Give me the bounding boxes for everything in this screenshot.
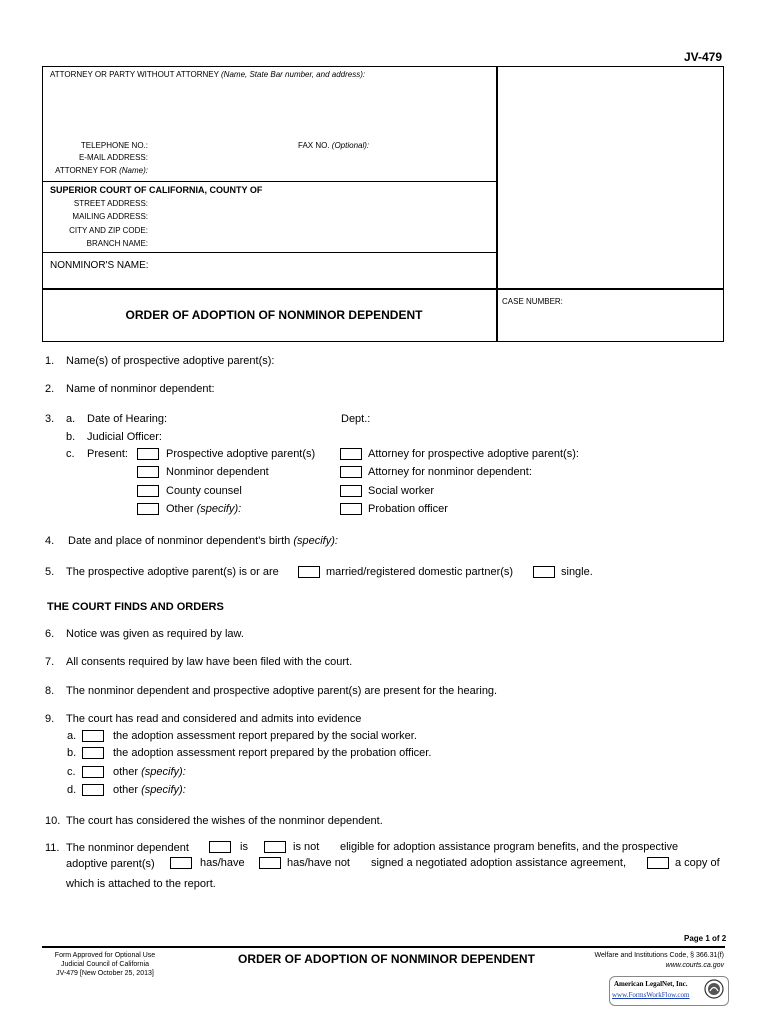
present-social-worker-checkbox[interactable] [340, 485, 362, 497]
item-9-number: 9. [45, 713, 55, 725]
evidence-other-c-label: other (specify): [113, 766, 186, 778]
present-attorney-nonminor-label: Attorney for nonminor dependent: [368, 466, 532, 478]
signed-agreement-text: signed a negotiated adoption assistance agreement, [371, 857, 627, 869]
attorney-label: ATTORNEY OR PARTY WITHOUT ATTORNEY (Name, State Bar number, and address): [50, 70, 366, 79]
present-other-label: Other (specify): [166, 503, 242, 515]
evidence-probation-checkbox[interactable] [82, 747, 104, 759]
evidence-other-d-label: other (specify): [113, 784, 186, 796]
present-probation-officer-checkbox[interactable] [340, 503, 362, 515]
form-title: ORDER OF ADOPTION OF NONMINOR DEPENDENT [125, 308, 423, 322]
footer-rule [42, 946, 725, 948]
adoptive-parents-text: adoptive parent(s) [66, 858, 155, 870]
has-signed-checkbox[interactable] [170, 857, 192, 869]
item-3-number: 3. [45, 413, 55, 425]
is-not-eligible-label: is not [293, 841, 320, 853]
item-9a-letter: a. [67, 730, 77, 742]
court-title: SUPERIOR COURT OF CALIFORNIA, COUNTY OF [50, 185, 263, 195]
item-8-number: 8. [45, 685, 55, 697]
dept-label: Dept.: [341, 413, 371, 425]
present-nonminor-label: Nonminor dependent [166, 466, 269, 478]
header-divider [42, 181, 497, 182]
item-6-text: Notice was given as required by law. [66, 628, 244, 640]
evidence-social-worker-checkbox[interactable] [82, 730, 104, 742]
hearing-date-label: Date of Hearing: [87, 413, 168, 425]
evidence-probation-label: the adoption assessment report prepared by the probation officer. [113, 747, 432, 759]
item-3a-letter: a. [66, 413, 76, 425]
item-2-text: Name of nonminor dependent: [66, 383, 215, 395]
is-eligible-checkbox[interactable] [209, 841, 231, 853]
attached-text: which is attached to the report. [66, 878, 216, 890]
street-label: STREET ADDRESS: [73, 199, 148, 208]
footer-title: ORDER OF ADOPTION OF NONMINOR DEPENDENT [238, 952, 535, 966]
single-checkbox[interactable] [533, 566, 555, 578]
email-label: E-MAIL ADDRESS: [78, 153, 148, 162]
evidence-other-d-checkbox[interactable] [82, 784, 104, 796]
statute-reference: Welfare and Institutions Code, § 366.31(f) [594, 952, 724, 959]
present-county-counsel-checkbox[interactable] [137, 485, 159, 497]
is-not-eligible-checkbox[interactable] [264, 841, 286, 853]
telephone-label: TELEPHONE NO.: [80, 141, 148, 150]
item-10-text: The court has considered the wishes of the nonminor dependent. [66, 815, 383, 827]
city-label: CITY AND ZIP CODE: [69, 226, 148, 235]
copy-attached-checkbox[interactable] [647, 857, 669, 869]
eligible-text: eligible for adoption assistance program benefits, and the prospective [340, 841, 679, 853]
is-eligible-label: is [240, 841, 248, 853]
present-other-checkbox[interactable] [137, 503, 159, 515]
mailing-label: MAILING ADDRESS: [72, 212, 148, 221]
item-11-number: 11. [45, 842, 60, 854]
item-4-number: 4. [45, 535, 55, 547]
item-5-text: The prospective adoptive parent(s) is or are [66, 566, 279, 578]
has-not-signed-checkbox[interactable] [259, 857, 281, 869]
present-social-worker-label: Social worker [368, 485, 435, 497]
header-divider-2 [42, 252, 497, 253]
item-9c-letter: c. [67, 766, 76, 778]
item-3c-letter: c. [66, 448, 75, 460]
present-label: Present: [87, 448, 128, 460]
present-attorney-parents-checkbox[interactable] [340, 448, 362, 460]
header-right-box [496, 66, 724, 290]
has-signed-label: has/have [200, 857, 245, 869]
legalnet-link[interactable]: www.FormsWorkFlow.com [612, 991, 690, 999]
item-6-number: 6. [45, 628, 55, 640]
item-7-number: 7. [45, 656, 55, 668]
findings-heading: THE COURT FINDS AND ORDERS [47, 601, 224, 613]
single-label: single. [561, 566, 593, 578]
item-10-number: 10. [45, 815, 61, 827]
legalnet-seal-icon [704, 979, 724, 999]
present-attorney-nonminor-checkbox[interactable] [340, 466, 362, 478]
attorney-for-label: ATTORNEY FOR (Name): [55, 166, 148, 175]
page-number: Page 1 of 2 [684, 934, 727, 943]
present-probation-officer-label: Probation officer [368, 503, 448, 515]
item-11-text: The nonminor dependent [66, 842, 189, 854]
form-approval [40, 951, 170, 978]
judicial-officer-label: Judicial Officer: [87, 431, 162, 443]
married-label: married/registered domestic partner(s) [326, 566, 514, 578]
approval-line-2: Judicial Council of California [61, 961, 149, 968]
item-1-number: 1. [45, 355, 55, 367]
branch-label: BRANCH NAME: [86, 239, 148, 248]
has-not-signed-label: has/have not [287, 857, 350, 869]
present-attorney-parents-label: Attorney for prospective adoptive parent(s): [368, 448, 579, 460]
evidence-social-worker-label: the adoption assessment report prepared by the social worker. [113, 730, 417, 742]
present-prospective-parents-checkbox[interactable] [137, 448, 159, 460]
item-2-number: 2. [45, 383, 55, 395]
legalnet-name: American LegalNet, Inc. [614, 980, 688, 988]
present-county-counsel-label: County counsel [166, 485, 242, 497]
item-9b-letter: b. [67, 747, 77, 759]
married-checkbox[interactable] [298, 566, 320, 578]
item-8-text: The nonminor dependent and prospective adoptive parent(s) are present for the hearing. [66, 685, 498, 697]
header-left-box [42, 66, 498, 290]
item-7-text: All consents required by law have been filed with the court. [66, 656, 353, 668]
item-3b-letter: b. [66, 431, 76, 443]
approval-line-3: JV-479 [New October 25, 2013] [56, 970, 154, 977]
item-4-text: Date and place of nonminor dependent's birth (specify): [68, 535, 338, 547]
fax-label: FAX NO. (Optional): [298, 141, 370, 150]
item-9-text: The court has read and considered and admits into evidence [66, 713, 362, 725]
approval-line-1: Form Approved for Optional Use [54, 952, 156, 959]
item-9d-letter: d. [67, 784, 77, 796]
case-number-label: CASE NUMBER: [502, 297, 563, 306]
form-id: JV-479 [684, 50, 723, 64]
evidence-other-c-checkbox[interactable] [82, 766, 104, 778]
present-prospective-parents-label: Prospective adoptive parent(s) [166, 448, 316, 460]
item-5-number: 5. [45, 566, 55, 578]
nonminor-name-label: NONMINOR'S NAME: [50, 260, 149, 271]
present-nonminor-checkbox[interactable] [137, 466, 159, 478]
copy-attached-label: a copy of [675, 857, 720, 869]
item-1-text: Name(s) of prospective adoptive parent(s): [66, 355, 275, 367]
courts-website: www.courts.ca.gov [665, 962, 724, 969]
